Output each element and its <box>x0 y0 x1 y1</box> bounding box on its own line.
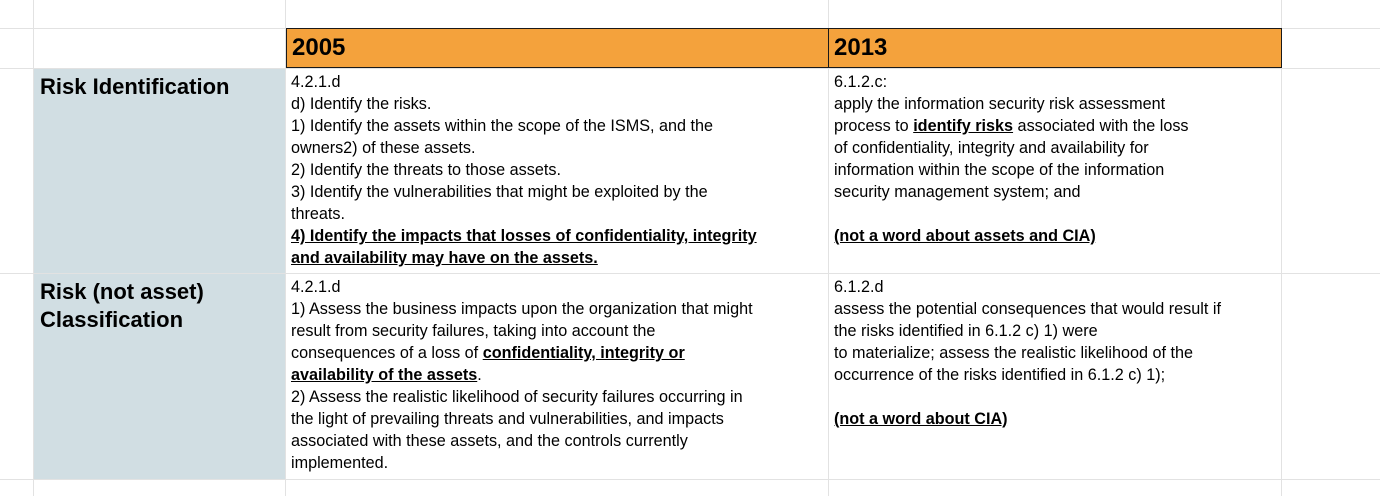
row-label-text: Risk (not asset) <box>40 279 204 304</box>
gridline-v <box>1281 0 1282 496</box>
text-fragment: owners2) of these assets. <box>291 139 476 157</box>
text-line <box>834 203 1276 225</box>
emphasized-text: availability of the assets <box>291 366 478 384</box>
text-line <box>291 71 823 93</box>
row-label-risk-classification[interactable] <box>34 274 285 479</box>
cell-risk-classification-2013[interactable] <box>829 274 1281 479</box>
text-line <box>291 342 823 364</box>
text-fragment: consequences of a loss of <box>291 344 483 362</box>
text-fragment: implemented. <box>291 454 389 472</box>
text-fragment: 2) Identify the threats to those assets. <box>291 161 561 179</box>
text-line <box>834 298 1276 320</box>
text-line <box>834 225 1276 247</box>
text-line <box>291 137 823 159</box>
text-line <box>834 115 1276 137</box>
emphasized-text: identify risks <box>913 117 1014 135</box>
text-line <box>834 137 1276 159</box>
row-label-risk-identification[interactable] <box>34 69 285 273</box>
emphasized-text: (not a word about CIA) <box>834 410 1008 428</box>
text-line <box>291 181 823 203</box>
text-line <box>291 93 823 115</box>
text-fragment: 4.2.1.d <box>291 73 341 91</box>
text-line <box>834 93 1276 115</box>
text-line <box>291 452 823 474</box>
text-fragment: 3) Identify the vulnerabilities that might be exploited by the <box>291 183 708 201</box>
header-2005-text: 2005 <box>292 34 346 61</box>
text-line <box>291 203 823 225</box>
emphasized-text: and availability may have on the assets. <box>291 249 598 267</box>
gridline-h <box>0 479 1380 480</box>
header-2013-text: 2013 <box>834 34 888 61</box>
text-fragment: to materialize; assess the realistic likelihood of the <box>834 344 1193 362</box>
emphasized-text: 4) Identify the impacts that losses of confidentiality, integrity <box>291 227 757 245</box>
text-fragment: 2) Assess the realistic likelihood of security failures occurring in <box>291 388 743 406</box>
text-line <box>291 115 823 137</box>
text-line <box>291 320 823 342</box>
text-fragment: security management system; and <box>834 183 1081 201</box>
text-fragment: 1) Identify the assets within the scope of the ISMS, and the <box>291 117 714 135</box>
text-line <box>834 364 1276 386</box>
emphasized-text: (not a word about assets and CIA) <box>834 227 1096 245</box>
cell-risk-classification-2005[interactable] <box>286 274 828 479</box>
emphasized-text: confidentiality, integrity or <box>482 344 685 362</box>
text-line <box>834 181 1276 203</box>
text-line <box>291 386 823 408</box>
header-cell-2005[interactable] <box>286 28 829 68</box>
text-line <box>291 298 823 320</box>
text-fragment: result from security failures, taking into account the <box>291 322 656 340</box>
text-fragment: threats. <box>291 205 345 223</box>
text-fragment: 6.1.2.c: <box>834 73 888 91</box>
text-line <box>291 276 823 298</box>
text-line <box>834 386 1276 408</box>
row-label-text: Classification <box>40 307 184 332</box>
text-line <box>834 408 1276 430</box>
text-fragment: of confidentiality, integrity and availability for <box>834 139 1149 157</box>
header-cell-2013[interactable] <box>828 28 1282 68</box>
text-line <box>834 71 1276 93</box>
row-label-text: Risk Identification <box>40 74 230 99</box>
text-fragment: associated with the loss <box>1013 117 1189 135</box>
text-fragment: apply the information security risk assessment <box>834 95 1166 113</box>
text-line <box>291 408 823 430</box>
text-line <box>291 430 823 452</box>
text-fragment: . <box>477 366 482 384</box>
text-line <box>291 159 823 181</box>
text-fragment: information within the scope of the information <box>834 161 1165 179</box>
text-line <box>291 364 823 386</box>
text-line <box>291 247 823 269</box>
text-fragment: occurrence of the risks identified in 6.1.2 c) 1); <box>834 366 1166 384</box>
text-line <box>834 159 1276 181</box>
cell-risk-identification-2013[interactable] <box>829 69 1281 273</box>
text-line <box>291 225 823 247</box>
text-fragment: 6.1.2.d <box>834 278 884 296</box>
text-fragment: 4.2.1.d <box>291 278 341 296</box>
text-fragment: 1) Assess the business impacts upon the organization that might <box>291 300 753 318</box>
text-fragment: associated with these assets, and the controls currently <box>291 432 688 450</box>
text-line <box>834 276 1276 298</box>
text-line <box>834 342 1276 364</box>
text-fragment: assess the potential consequences that would result if <box>834 300 1221 318</box>
text-fragment: process to <box>834 117 914 135</box>
text-fragment: the risks identified in 6.1.2 c) 1) were <box>834 322 1098 340</box>
text-line <box>834 320 1276 342</box>
cell-risk-identification-2005[interactable] <box>286 69 828 273</box>
text-fragment: d) Identify the risks. <box>291 95 432 113</box>
text-fragment: the light of prevailing threats and vulnerabilities, and impacts <box>291 410 724 428</box>
